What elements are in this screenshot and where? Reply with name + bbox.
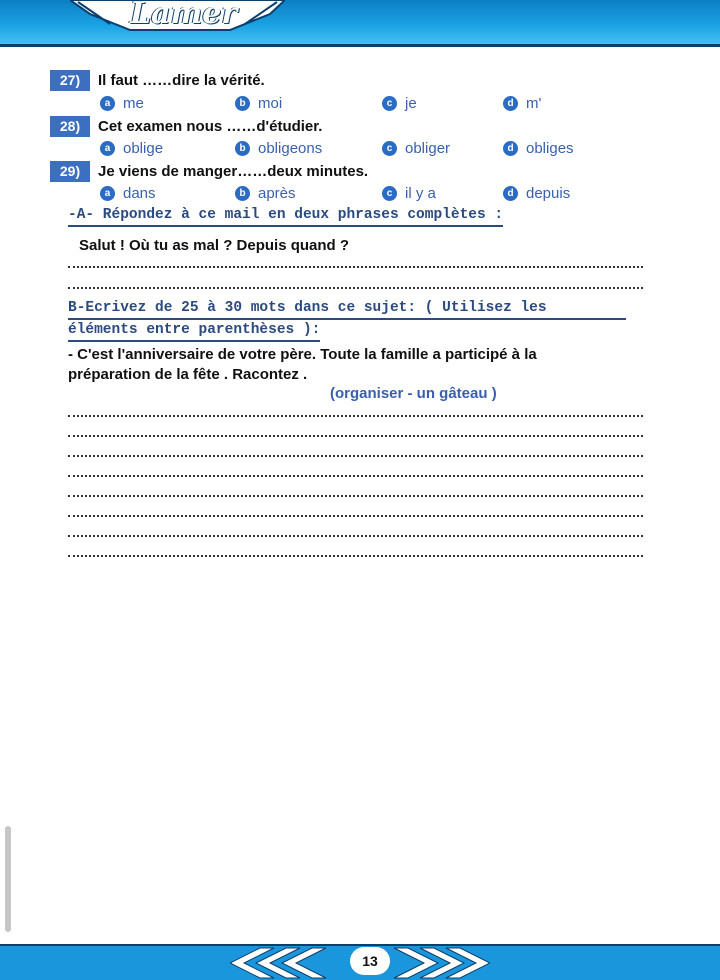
option-b[interactable]	[235, 185, 296, 202]
option-label: depuis	[526, 185, 571, 202]
option-a[interactable]	[100, 95, 144, 112]
mail-text: Salut ! Où tu as mal ? Depuis quand ?	[79, 237, 350, 254]
answer-line[interactable]	[68, 415, 643, 417]
option-a[interactable]	[100, 185, 156, 202]
question-text: Cet examen nous ……d'étudier.	[98, 118, 323, 135]
answer-line[interactable]	[68, 555, 643, 557]
option-b[interactable]	[235, 95, 282, 112]
options-28	[100, 140, 660, 160]
option-c[interactable]	[382, 95, 417, 112]
letter-b-icon: b	[235, 96, 250, 111]
letter-d-icon: d	[503, 186, 518, 201]
letter-d-icon: d	[503, 141, 518, 156]
letter-a-icon: a	[100, 141, 115, 156]
letter-b-icon: b	[235, 141, 250, 156]
letter-c-icon: c	[382, 186, 397, 201]
header-divider	[0, 44, 720, 47]
logo-text: Lamer	[130, 0, 238, 31]
answer-line[interactable]	[68, 535, 643, 537]
letter-b-icon: b	[235, 186, 250, 201]
question-text: Je viens de manger……deux minutes.	[98, 163, 369, 180]
option-label: obliges	[526, 140, 574, 157]
letter-a-icon: a	[100, 96, 115, 111]
answer-line[interactable]	[68, 287, 643, 289]
section-b-title-line2: éléments entre parenthèses ):	[68, 322, 320, 342]
option-label: obliger	[405, 140, 451, 157]
option-label: je	[405, 95, 417, 112]
option-c[interactable]	[382, 140, 450, 157]
question-29	[50, 161, 368, 182]
option-a[interactable]	[100, 140, 163, 157]
option-label: oblige	[123, 140, 164, 157]
answer-line[interactable]	[68, 455, 643, 457]
question-text: Il faut ……dire la vérité.	[98, 72, 265, 89]
scrollbar[interactable]	[5, 826, 11, 932]
letter-d-icon: d	[503, 96, 518, 111]
letter-c-icon: c	[382, 141, 397, 156]
option-label: il y a	[405, 185, 436, 202]
question-28	[50, 116, 322, 137]
answer-line[interactable]	[68, 475, 643, 477]
option-label: après	[258, 185, 296, 202]
section-a-title: -A- Répondez à ce mail en deux phrases complètes :	[68, 207, 503, 227]
answer-line[interactable]	[68, 435, 643, 437]
answer-line[interactable]	[68, 266, 643, 268]
logo	[70, 0, 285, 38]
option-label: obligeons	[258, 140, 323, 157]
option-d[interactable]	[503, 95, 541, 112]
section-b-title-line1: B-Ecrivez de 25 à 30 mots dans ce sujet: ( Utilisez les	[68, 300, 547, 316]
option-d[interactable]	[503, 185, 570, 202]
page-number: 13	[350, 947, 390, 975]
option-label: dans	[123, 185, 156, 202]
option-label: moi	[258, 95, 283, 112]
answer-line[interactable]	[68, 515, 643, 517]
letter-a-icon: a	[100, 186, 115, 201]
options-27	[100, 95, 660, 115]
letter-c-icon: c	[382, 96, 397, 111]
hint-words: (organiser - un gâteau )	[330, 385, 497, 402]
option-b[interactable]	[235, 140, 322, 157]
option-d[interactable]	[503, 140, 574, 157]
question-number: 27)	[50, 70, 90, 91]
question-27	[50, 70, 265, 91]
option-c[interactable]	[382, 185, 436, 202]
answer-line[interactable]	[68, 495, 643, 497]
question-number: 28)	[50, 116, 90, 137]
writing-prompt-line1: - C'est l'anniversaire de votre père. Toute la famille a participé à la	[68, 346, 537, 363]
writing-prompt-line2: préparation de la fête . Racontez .	[68, 366, 308, 383]
question-number: 29)	[50, 161, 90, 182]
section-b-underline	[68, 318, 626, 320]
options-29	[100, 185, 660, 205]
option-label: m'	[526, 95, 542, 112]
option-label: me	[123, 95, 144, 112]
